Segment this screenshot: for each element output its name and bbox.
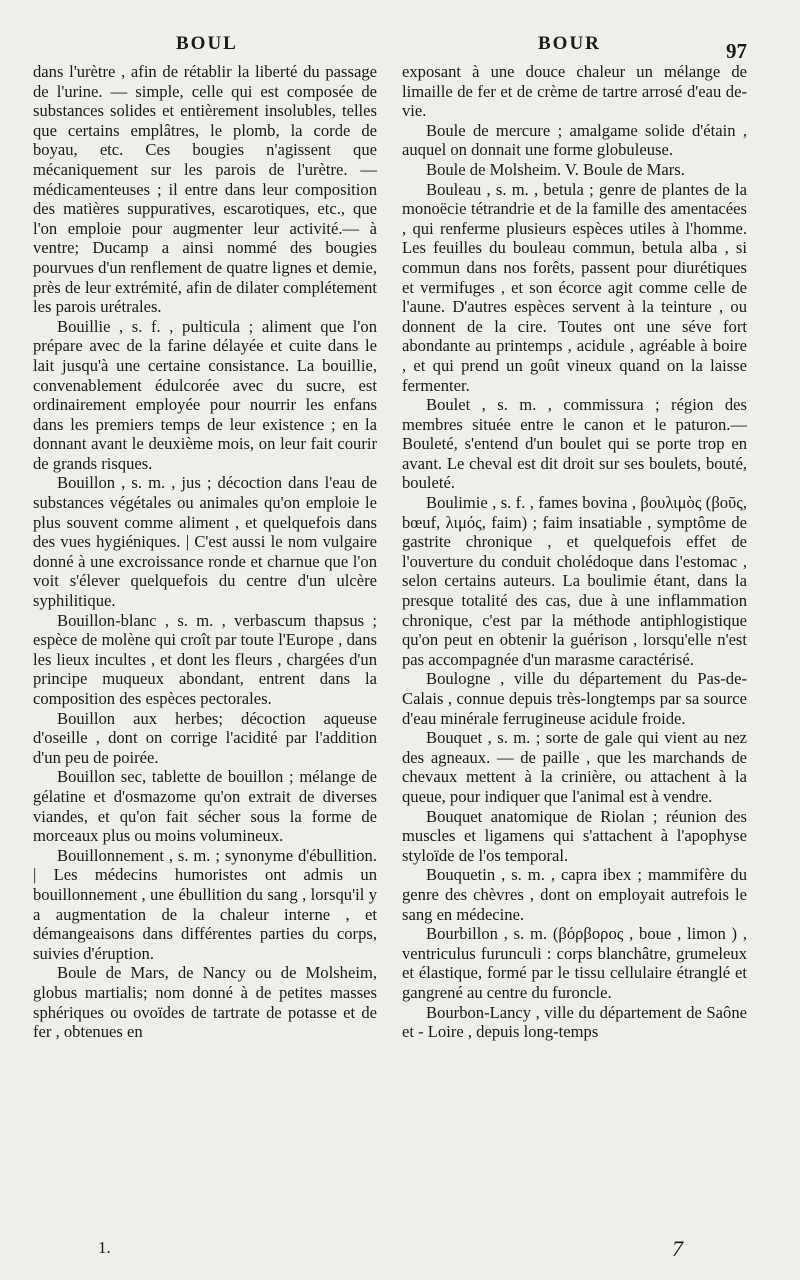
entry-paragraph: Boulogne , ville du département du Pas-de-Calais , connue depuis très-longtemps par sa source d'eau minérale ferrugineuse acidule froide. <box>402 669 747 728</box>
entry-paragraph: Boulet , s. m. , commissura ; région des membres située entre le canon et le paturon.—Bouleté, s'entend d'un boulet qui se porte trop en avant. Le cheval est dit droit sur ses boulets, bouté, bouleté. <box>402 395 747 493</box>
entry-paragraph: Bouillon sec, tablette de bouillon ; mélange de gélatine et d'osmazome qu'on extrait de diverses viandes, et qu'on fait sécher sous la forme de morceaux plus ou moins volumineux. <box>33 767 377 846</box>
entry-paragraph: exposant à une douce chaleur un mélange de limaille de fer et de crème de tartre arrosé d'eau de-vie. <box>402 62 747 121</box>
signature-mark-right: 7 <box>672 1236 683 1261</box>
entry-paragraph: Bouillon , s. m. , jus ; décoction dans l'eau de substances végétales ou animales qu'on emploie le plus souvent comme aliment , et quelquefois dans des vues hygiéniques. | C'est aussi le nom vulgaire donné à une excroissance ronde et charnue que l'on voit s'élever quelquefois du centre d'un ulcère syphilitique. <box>33 473 377 611</box>
page-header-right: BOUR <box>538 33 601 54</box>
entry-paragraph: dans l'urètre , afin de rétablir la liberté du passage de l'urine. — simple, celle qui est composée de substances solides et entièrement insolubles, telles que certains emplâtres, le plomb, la corde de boyau, etc. Ces bougies n'agissent que mécaniquement sur les parois de l'urètre. — médicamenteuses ; il entre dans leur composition des matières suppuratives, escarotiques, etc., que l'on emploie pour augmenter leur activité.— à ventre; Ducamp a ainsi nommé des bougies pourvues d'un renflement de quatre lignes et demie, près de leur extrémité, afin de dilater complétement les parois urétrales. <box>33 62 377 317</box>
entry-paragraph: Bouquet anatomique de Riolan ; réunion des muscles et ligamens qui s'attachent à l'apophyse styloïde de l'os temporal. <box>402 806 747 865</box>
page-number: 97 <box>726 39 747 63</box>
entry-paragraph: Bouillon-blanc , s. m. , verbascum thapsus ; espèce de molène qui croît par toute l'Europe , dans les lieux incultes , et dont les fleurs , chargées d'un principe muqueux abondant, entrent dans la composition des espèces pectorales. <box>33 610 377 708</box>
entry-paragraph: Bourbillon , s. m. (βόρβορος , boue , limon ) , ventriculus furunculi : corps blanchâtre, grumeleux et élastique, formé par le tissu cellulaire étranglé et gangrené au centre du furoncle. <box>402 924 747 1002</box>
right-column <box>402 62 747 1042</box>
entry-paragraph: Bouleau , s. m. , betula ; genre de plantes de la monoëcie tétrandrie et de la famille des amentacées , qui renferme plusieurs espèces utiles à l'homme. Les feuilles du bouleau commun, betula alba , si commun dans nos forêts, passent pour diurétiques et vermifuges , et son écorce agit comme celle de l'aune. D'autres espèces servent à la teinture , ou donnent de la cire. Toutes ont une séve fort abondante au printemps , acidule , agréable à boire , et qui prend un goût vineux quand on la laisse fermenter. <box>402 179 747 395</box>
entry-paragraph: Boulimie , s. f. , fames bovina , βουλιμὸς (βοῦς, bœuf, λιμός, faim) ; faim insatiable , symptôme de gastrite chronique , et quelquefois effet de l'ouverture du conduit cholédoque dans l'estomac , selon certains auteurs. La boulimie étant, dans la presque totalité des cas, due à une inflammation chronique, c'est par la méthode antiphlogistique qu'on peut en obtenir la guérison , lorsqu'elle n'est pas accompagnée d'un marasme caractérisé. <box>402 493 747 669</box>
entry-paragraph: Bouquet , s. m. ; sorte de gale qui vient au nez des agneaux. — de paille , que les marchands de chevaux mettent à la crinière, ou attachent à la queue, pour indiquer que l'animal est à vendre. <box>402 728 747 806</box>
entry-paragraph: Boule de mercure ; amalgame solide d'étain , auquel on donnait une forme globuleuse. <box>402 120 747 160</box>
entry-paragraph: Bouillie , s. f. , pulticula ; aliment que l'on prépare avec de la farine délayée et cuite dans le lait jusqu'à une certaine consistance. La bouillie, convenablement édulcorée avec du sucre, est ordinairement employée pour nourrir les enfans dans les premiers temps de leur existence ; en la donnant avant le deuxième mois, on leur fait courir de grands risques. <box>33 316 377 473</box>
entry-paragraph: Bouillonnement , s. m. ; synonyme d'ébullition. | Les médecins humoristes ont admis un bouillonnement , une ébullition du sang , lorsqu'il y a augmentation de la chaleur interne , et démangeaisons dans différentes parties du corps, suivies d'éruption. <box>33 845 377 963</box>
entry-paragraph: Bouillon aux herbes; décoction aqueuse d'oseille , dont on corrige l'acidité par l'addition d'un peu de poirée. <box>33 708 377 767</box>
entry-paragraph: Boule de Mars, de Nancy ou de Molsheim, globus martialis; nom donné à de petites masses sphériques ou ovoïdes de tartrate de potasse et de fer , obtenues en <box>33 963 377 1042</box>
left-column <box>33 62 377 1042</box>
entry-paragraph: Bouquetin , s. m. , capra ibex ; mammifère du genre des chèvres , dont on employait autrefois le sang en médecine. <box>402 865 747 924</box>
entry-paragraph: Bourbon-Lancy , ville du département de Saône et - Loire , depuis long-temps <box>402 1002 747 1042</box>
signature-mark-left: 1. <box>98 1238 111 1257</box>
entry-paragraph: Boule de Molsheim. V. Boule de Mars. <box>426 159 685 179</box>
page-header-left: BOUL <box>176 33 238 54</box>
